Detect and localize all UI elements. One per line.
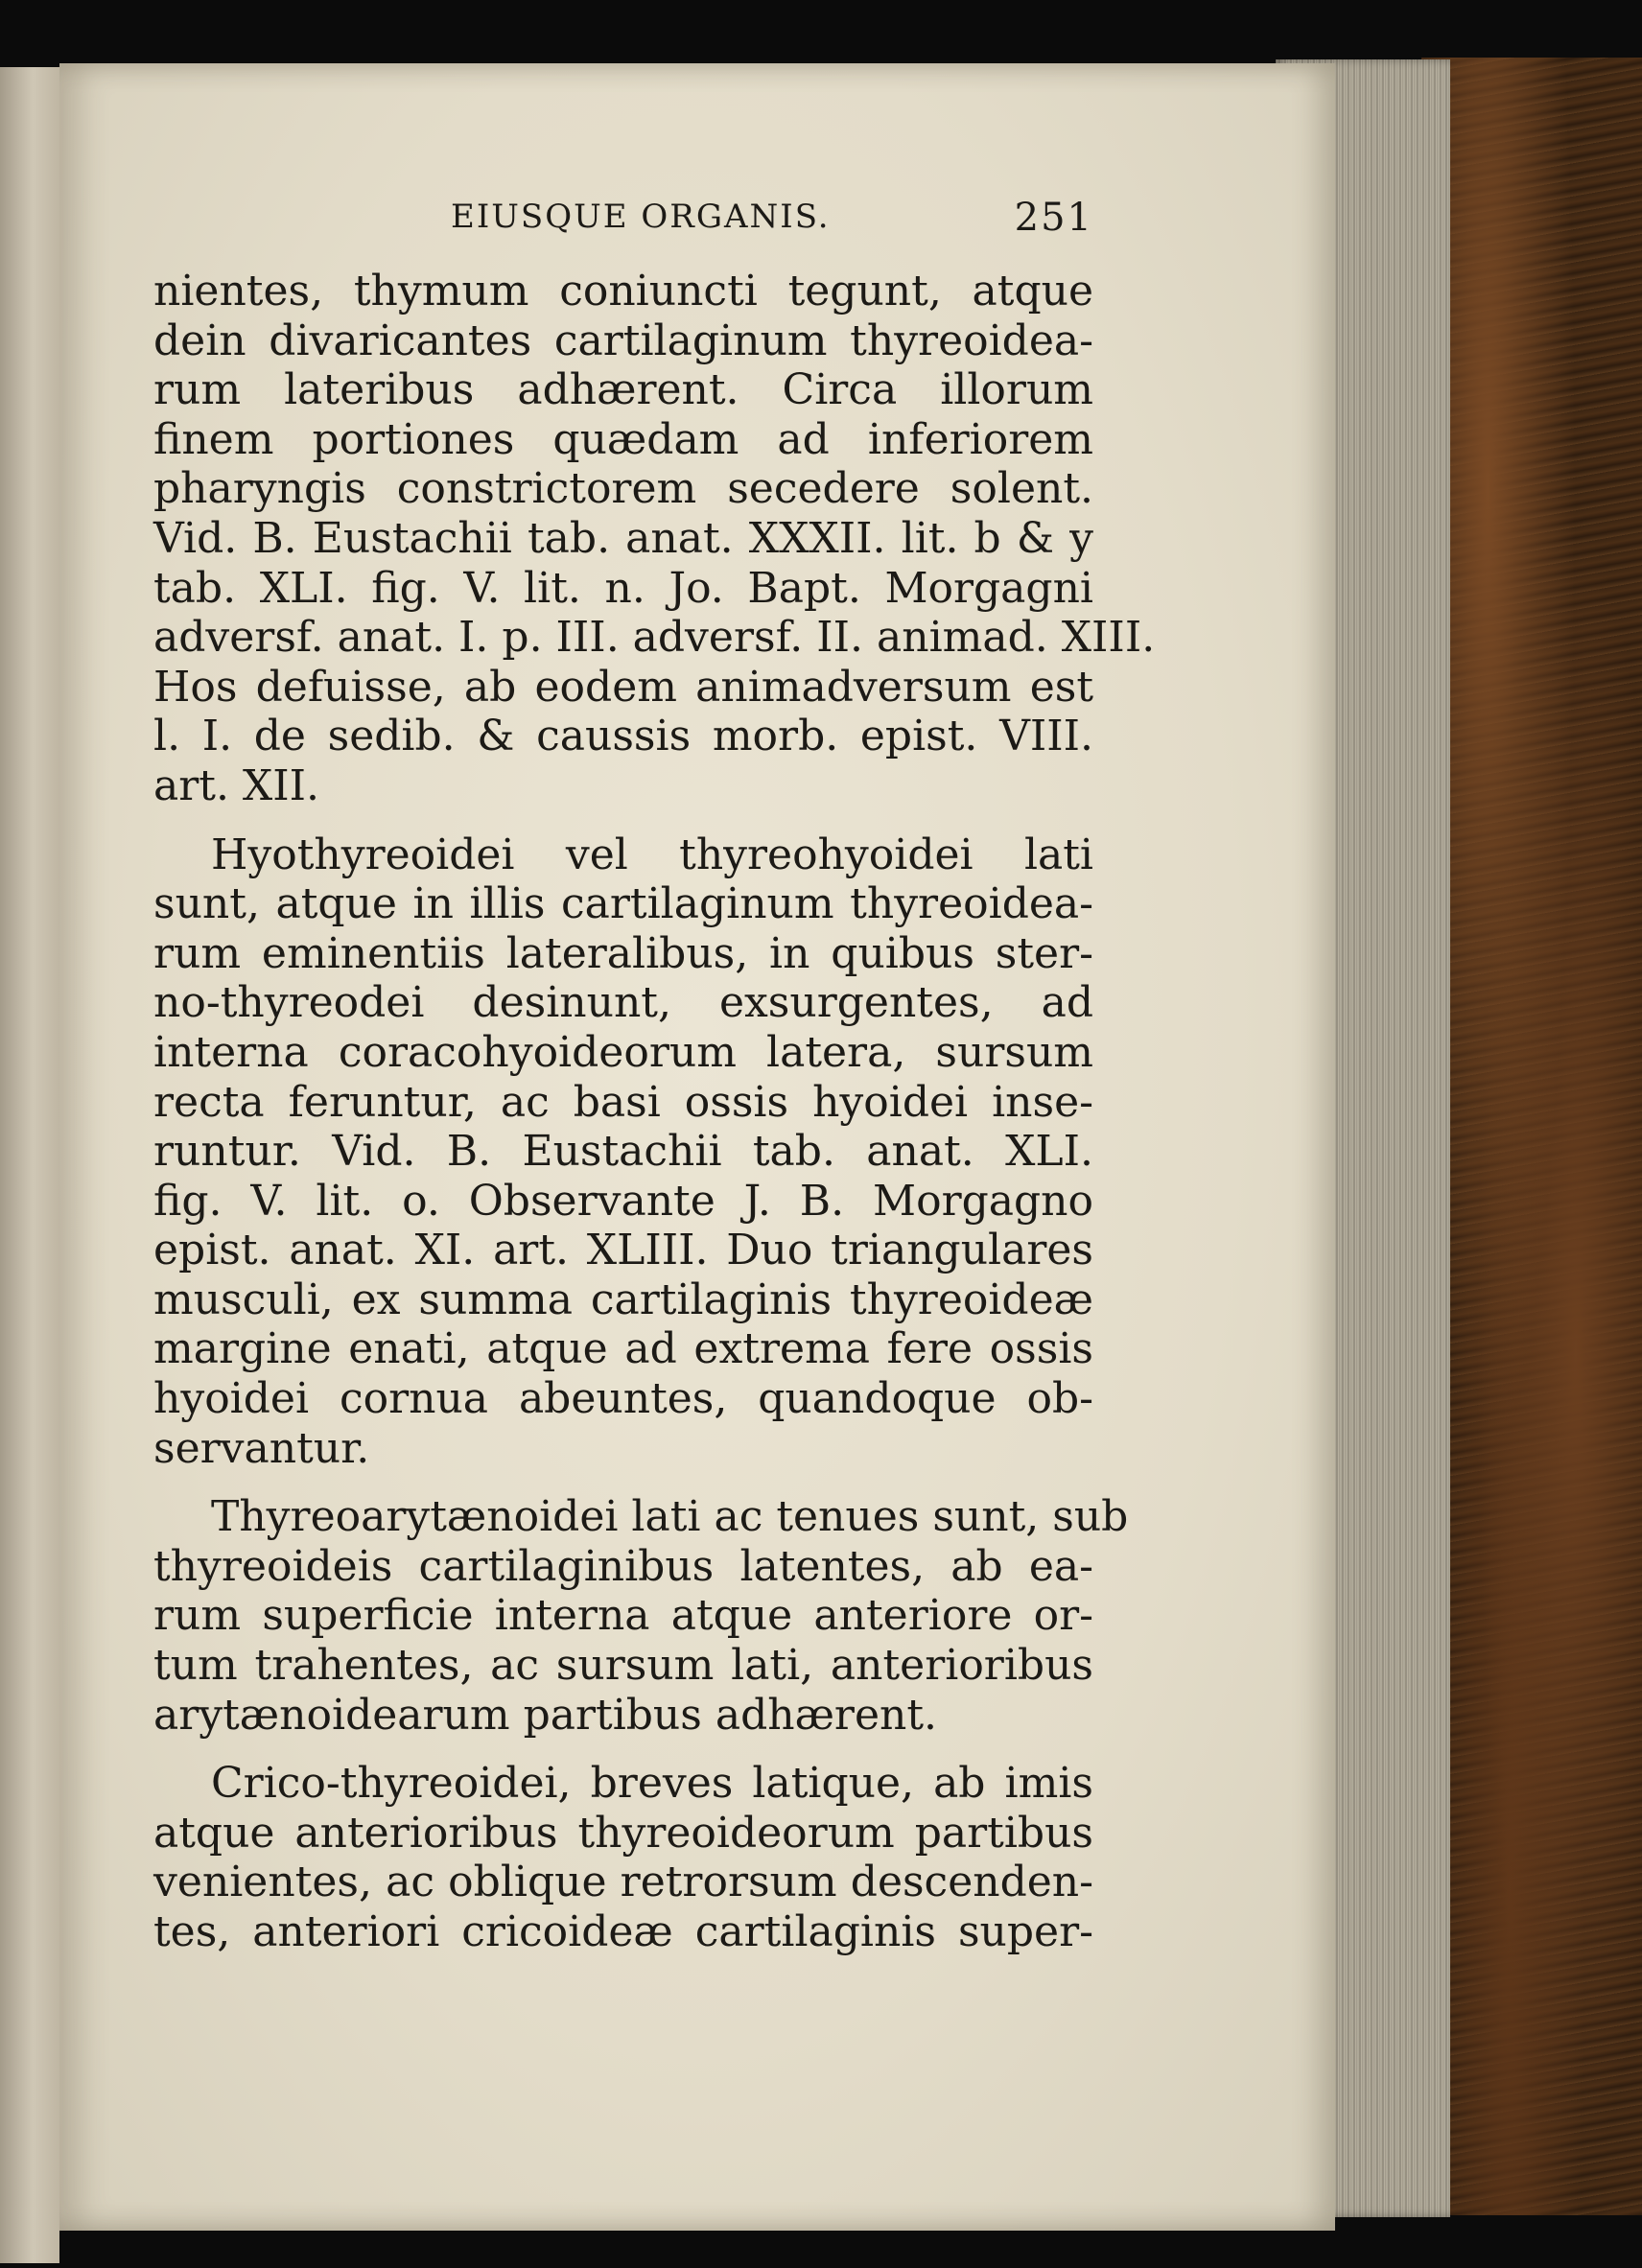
text-line: Vid. B. Eustachii tab. anat. XXXII. lit. b & y	[153, 513, 1093, 563]
text-line: atque anterioribus thyreoideorum partibus	[153, 1808, 1093, 1858]
running-title: EIUSQUE ORGANIS.	[451, 198, 831, 236]
book-page	[59, 63, 1335, 2231]
text-line: margine enati, atque ad extrema fere ossis	[153, 1324, 1093, 1374]
paragraph-3	[153, 1492, 1129, 1740]
text-line: rum eminentiis lateralibus, in quibus ster-	[153, 928, 1093, 978]
paragraph-1	[153, 267, 1156, 811]
text-line: Hos defuisse, ab eodem animadversum est	[153, 662, 1093, 712]
text-line: musculi, ex summa cartilaginis thyreoideæ	[153, 1274, 1093, 1324]
text-line: l. I. de sedib. & caussis morb. epist. VIII.	[153, 712, 1093, 761]
text-line: nientes, thymum coniuncti tegunt, atque	[153, 267, 1093, 316]
text-line: arytænoidearum partibus adhærent.	[153, 1690, 938, 1740]
text-line: tum trahentes, ac sursum lati, anterioribus	[153, 1641, 1093, 1691]
text-line: venientes, ac oblique retrorsum descenden-	[153, 1858, 1093, 1907]
text-line: recta feruntur, ac basi ossis hyoidei inse-	[153, 1077, 1093, 1127]
text-line: sunt, atque in illis cartilaginum thyreoidea-	[153, 879, 1093, 929]
page-content	[153, 190, 1156, 1957]
text-line: pharyngis constrictorem secedere solent.	[153, 464, 1093, 514]
marbled-cover	[1421, 58, 1642, 2215]
page-number: 251	[1014, 196, 1093, 240]
text-line: Crico-thyreoidei, breves latique, ab imis	[211, 1759, 1093, 1809]
left-page-edge	[0, 67, 59, 2263]
text-line: dein divaricantes cartilaginum thyreoidea-	[153, 316, 1093, 365]
text-line: rum superficie interna atque anteriore or-	[153, 1591, 1093, 1641]
text-line: tab. XLI. fig. V. lit. n. Jo. Bapt. Morgagni	[153, 563, 1093, 613]
text-line: thyreoideis cartilaginibus latentes, ab ea-	[153, 1541, 1093, 1591]
text-line: hyoidei cornua abeuntes, quandoque ob-	[153, 1374, 1093, 1424]
text-line: interna coracohyoideorum latera, sursum	[153, 1027, 1093, 1077]
running-head	[153, 190, 1093, 247]
text-line: epist. anat. XI. art. XLIII. Duo triangulares	[153, 1226, 1093, 1275]
text-line: tes, anteriori cricoideæ cartilaginis super-	[153, 1907, 1093, 1956]
text-line: art. XII.	[153, 760, 319, 810]
paragraph-2	[153, 830, 1093, 1474]
text-line: runtur. Vid. B. Eustachii tab. anat. XLI.	[153, 1127, 1093, 1177]
text-line: Thyreoarytænoidei lati ac tenues sunt, sub	[211, 1492, 1129, 1542]
text-line: finem portiones quædam ad inferiorem	[153, 414, 1093, 464]
text-line: servantur.	[153, 1423, 370, 1473]
text-line: fig. V. lit. o. Observante J. B. Morgagno	[153, 1176, 1093, 1226]
text-line: adversf. anat. I. p. III. adversf. II. animad. XIII.	[153, 613, 1156, 663]
text-line: Hyothyreoidei vel thyreohyoidei lati	[211, 830, 1093, 879]
text-line: no-thyreodei desinunt, exsurgentes, ad	[153, 978, 1093, 1028]
text-line: rum lateribus adhærent. Circa illorum	[153, 365, 1093, 415]
paragraph-4	[153, 1759, 1093, 1956]
